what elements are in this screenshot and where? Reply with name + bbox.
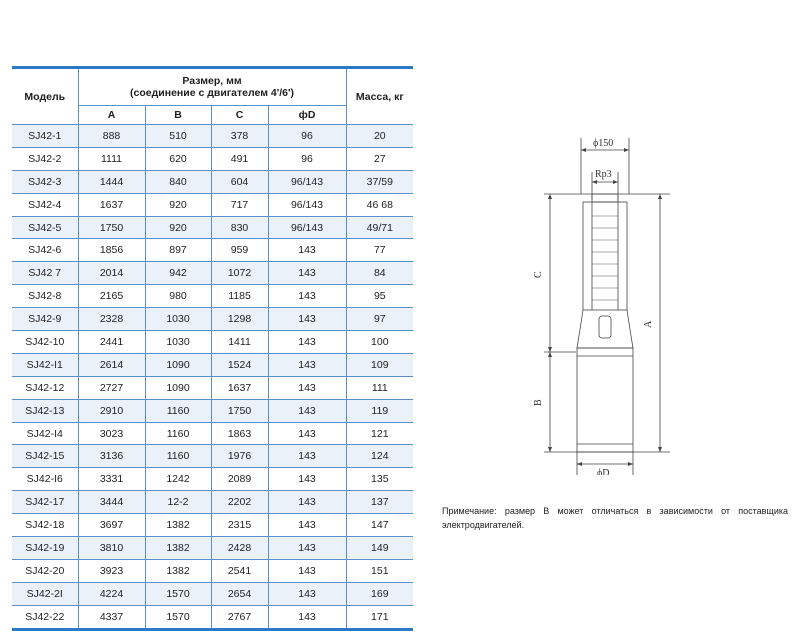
header-d: фD [268, 106, 346, 125]
cell-c: 1072 [211, 262, 268, 285]
cell-d: 143 [268, 331, 346, 354]
cell-c: 2089 [211, 468, 268, 491]
cell-a: 2441 [78, 331, 145, 354]
cell-b: 920 [145, 216, 211, 239]
label-rp3: Rp3 [595, 169, 612, 180]
cell-a: 1637 [78, 193, 145, 216]
cell-mass: 97 [346, 308, 413, 331]
cell-model: SJ42-13 [12, 399, 78, 422]
cell-d: 143 [268, 491, 346, 514]
cell-a: 1856 [78, 239, 145, 262]
cell-b: 840 [145, 170, 211, 193]
cell-c: 378 [211, 125, 268, 148]
cell-model: SJ42-I1 [12, 353, 78, 376]
cell-mass: 100 [346, 331, 413, 354]
cell-b: 1160 [145, 399, 211, 422]
cell-c: 2202 [211, 491, 268, 514]
cell-d: 143 [268, 537, 346, 560]
table-row [12, 193, 413, 216]
cell-c: 2767 [211, 605, 268, 629]
cell-d: 143 [268, 605, 346, 629]
table-row [12, 353, 413, 376]
cell-c: 1863 [211, 422, 268, 445]
cell-b: 1160 [145, 445, 211, 468]
cell-d: 143 [268, 399, 346, 422]
cell-mass: 151 [346, 559, 413, 582]
table-row [12, 445, 413, 468]
cell-c: 1185 [211, 285, 268, 308]
cell-a: 2727 [78, 376, 145, 399]
cell-mass: 149 [346, 537, 413, 560]
cell-d: 143 [268, 285, 346, 308]
cell-mass: 37/59 [346, 170, 413, 193]
table-row [12, 285, 413, 308]
table-row [12, 239, 413, 262]
cell-b: 920 [145, 193, 211, 216]
cell-d: 143 [268, 353, 346, 376]
cell-b: 1090 [145, 376, 211, 399]
cell-b: 1030 [145, 308, 211, 331]
header-mass: Масса, кг [346, 68, 413, 125]
cell-c: 604 [211, 170, 268, 193]
cell-a: 888 [78, 125, 145, 148]
header-a: A [78, 106, 145, 125]
cell-b: 1160 [145, 422, 211, 445]
table-row [12, 308, 413, 331]
cell-d: 143 [268, 445, 346, 468]
cell-a: 3697 [78, 514, 145, 537]
table-row [12, 537, 413, 560]
header-size-subtitle: (соединение с двигателем 4'/6') [130, 87, 295, 99]
cell-mass: 111 [346, 376, 413, 399]
cell-a: 3444 [78, 491, 145, 514]
cell-model: SJ42-4 [12, 193, 78, 216]
table-row [12, 559, 413, 582]
cell-b: 1030 [145, 331, 211, 354]
cell-a: 2165 [78, 285, 145, 308]
cell-d: 143 [268, 376, 346, 399]
cell-model: SJ42 7 [12, 262, 78, 285]
table-row [12, 468, 413, 491]
table-row [12, 376, 413, 399]
cell-model: SJ42-6 [12, 239, 78, 262]
cell-mass: 95 [346, 285, 413, 308]
pump-drawing [520, 130, 690, 475]
table-row [12, 605, 413, 629]
cell-a: 3810 [78, 537, 145, 560]
cell-b: 897 [145, 239, 211, 262]
table-row [12, 331, 413, 354]
cell-c: 1637 [211, 376, 268, 399]
table-row [12, 491, 413, 514]
cell-mass: 46 68 [346, 193, 413, 216]
header-model: Модель [12, 68, 78, 125]
header-b: B [145, 106, 211, 125]
cell-c: 2315 [211, 514, 268, 537]
label-c: C [533, 271, 544, 278]
table-row [12, 125, 413, 148]
table-body [12, 125, 413, 630]
cell-d: 96 [268, 125, 346, 148]
cell-model: SJ42-8 [12, 285, 78, 308]
cell-model: SJ42-19 [12, 537, 78, 560]
cell-c: 959 [211, 239, 268, 262]
cell-d: 143 [268, 239, 346, 262]
cell-b: 942 [145, 262, 211, 285]
cell-c: 717 [211, 193, 268, 216]
cell-b: 12-2 [145, 491, 211, 514]
cell-a: 1750 [78, 216, 145, 239]
cell-c: 1298 [211, 308, 268, 331]
cell-model: SJ42-15 [12, 445, 78, 468]
cell-mass: 20 [346, 125, 413, 148]
cell-a: 3331 [78, 468, 145, 491]
cell-b: 620 [145, 147, 211, 170]
label-diameter-150: ϕ150 [593, 138, 614, 149]
cell-c: 2541 [211, 559, 268, 582]
cell-model: SJ42-22 [12, 605, 78, 629]
cell-model: SJ42-20 [12, 559, 78, 582]
table-row [12, 262, 413, 285]
cell-c: 1524 [211, 353, 268, 376]
cell-c: 1750 [211, 399, 268, 422]
header-size-title: Размер, мм [182, 75, 242, 87]
cell-mass: 84 [346, 262, 413, 285]
cell-mass: 135 [346, 468, 413, 491]
cell-mass: 27 [346, 147, 413, 170]
cell-d: 143 [268, 559, 346, 582]
cell-mass: 124 [346, 445, 413, 468]
cell-d: 96/143 [268, 170, 346, 193]
cell-c: 2428 [211, 537, 268, 560]
table-row [12, 147, 413, 170]
cell-a: 3923 [78, 559, 145, 582]
cell-mass: 137 [346, 491, 413, 514]
cell-d: 143 [268, 262, 346, 285]
cell-model: SJ42-I6 [12, 468, 78, 491]
cell-a: 1444 [78, 170, 145, 193]
cell-a: 2014 [78, 262, 145, 285]
specification-table [12, 66, 413, 631]
cell-c: 2654 [211, 582, 268, 605]
cell-b: 980 [145, 285, 211, 308]
cell-mass: 171 [346, 605, 413, 629]
table-row [12, 216, 413, 239]
cell-d: 143 [268, 468, 346, 491]
cell-b: 1570 [145, 582, 211, 605]
cell-d: 143 [268, 308, 346, 331]
header-c: C [211, 106, 268, 125]
label-b: B [533, 399, 544, 406]
table-row [12, 399, 413, 422]
cell-model: SJ42-2I [12, 582, 78, 605]
cell-a: 1111 [78, 147, 145, 170]
cell-a: 4337 [78, 605, 145, 629]
pump-dimension-diagram [520, 130, 690, 475]
cell-d: 96 [268, 147, 346, 170]
cell-model: SJ42-2 [12, 147, 78, 170]
cell-model: SJ42-I4 [12, 422, 78, 445]
cell-d: 143 [268, 582, 346, 605]
cell-d: 143 [268, 422, 346, 445]
cell-mass: 109 [346, 353, 413, 376]
table-row [12, 582, 413, 605]
cell-model: SJ42-12 [12, 376, 78, 399]
cell-model: SJ42-18 [12, 514, 78, 537]
cell-mass: 119 [346, 399, 413, 422]
cell-model: SJ42-5 [12, 216, 78, 239]
cell-a: 4224 [78, 582, 145, 605]
cell-b: 1570 [145, 605, 211, 629]
table-row [12, 514, 413, 537]
cell-mass: 49/71 [346, 216, 413, 239]
cell-model: SJ42-17 [12, 491, 78, 514]
cell-b: 1090 [145, 353, 211, 376]
cell-c: 1976 [211, 445, 268, 468]
cell-model: SJ42-1 [12, 125, 78, 148]
cell-a: 2910 [78, 399, 145, 422]
cell-a: 3136 [78, 445, 145, 468]
cell-b: 1382 [145, 537, 211, 560]
cell-d: 143 [268, 514, 346, 537]
cell-mass: 121 [346, 422, 413, 445]
cell-model: SJ42-3 [12, 170, 78, 193]
cell-a: 2614 [78, 353, 145, 376]
cell-c: 830 [211, 216, 268, 239]
cell-b: 1242 [145, 468, 211, 491]
cell-b: 510 [145, 125, 211, 148]
table-row [12, 170, 413, 193]
label-a: A [643, 320, 654, 328]
cell-mass: 169 [346, 582, 413, 605]
cell-b: 1382 [145, 559, 211, 582]
cell-model: SJ42-10 [12, 331, 78, 354]
footnote: Примечание: размер B может отличаться в зависимости от поставщика электродвигателей. [442, 506, 788, 530]
label-diameter-d: ϕD [597, 468, 610, 475]
cell-c: 491 [211, 147, 268, 170]
cell-d: 96/143 [268, 193, 346, 216]
cell-d: 96/143 [268, 216, 346, 239]
cell-c: 1411 [211, 331, 268, 354]
cell-model: SJ42-9 [12, 308, 78, 331]
cell-b: 1382 [145, 514, 211, 537]
header-size [78, 68, 346, 106]
cell-a: 2328 [78, 308, 145, 331]
table-row [12, 422, 413, 445]
cell-mass: 77 [346, 239, 413, 262]
cell-a: 3023 [78, 422, 145, 445]
cell-mass: 147 [346, 514, 413, 537]
